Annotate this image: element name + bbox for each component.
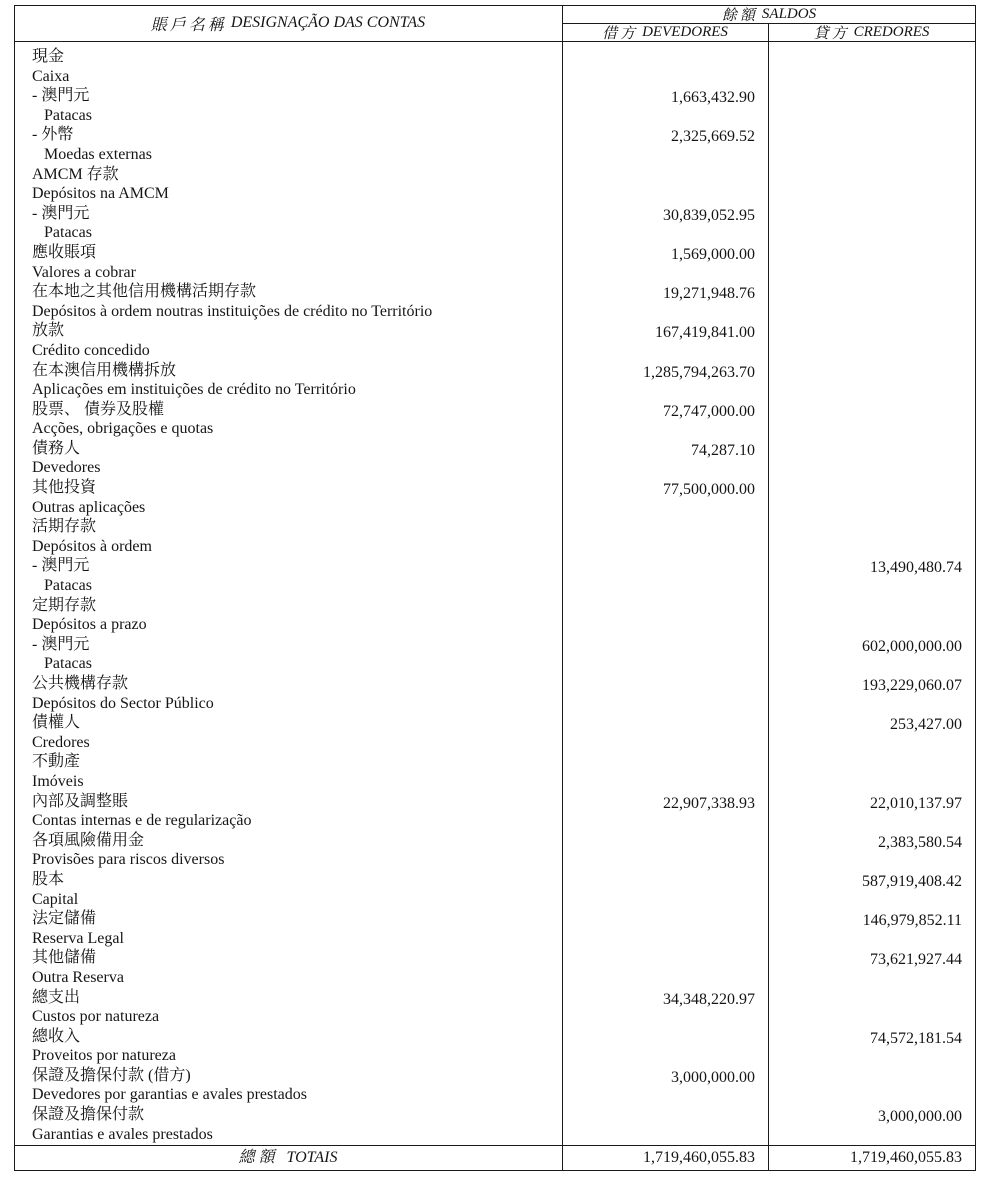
debit-value: [562, 1048, 768, 1068]
debit-value: [562, 500, 768, 520]
credit-value: [768, 735, 975, 755]
account-name-zh: 不動產: [32, 753, 81, 771]
totals-label-zh: 總額: [238, 1149, 279, 1166]
credit-value: 193,229,060.07: [862, 677, 962, 694]
credit-value: 73,621,927.44: [870, 951, 962, 969]
debit-value: [562, 892, 768, 912]
account-line: [14, 537, 976, 557]
debit-value: 3,000,000.00: [671, 1068, 755, 1086]
account-line: [14, 47, 976, 67]
credit-value: [768, 1009, 975, 1029]
account-name-zh: 其他投資: [32, 479, 97, 497]
account-line: [14, 341, 976, 361]
account-name-pt: Depósitos à ordem: [32, 537, 152, 555]
credit-value: [768, 598, 975, 618]
debit-value: [562, 69, 768, 89]
account-name-zh: 總支出: [32, 988, 81, 1006]
credit-value: [768, 813, 975, 833]
debit-value: [562, 715, 768, 735]
account-name-pt: Caixa: [32, 67, 70, 85]
credit-value: 22,010,137.97: [870, 794, 962, 812]
account-line: [14, 850, 976, 870]
debit-value: [562, 911, 768, 931]
credit-value: [768, 343, 975, 363]
account-line: [14, 67, 976, 87]
credit-value: [768, 578, 975, 598]
account-line: [14, 184, 976, 204]
header-accounts-pt: DESIGNAÇÃO DAS CONTAS: [230, 14, 426, 31]
subaccount-name-pt: Patacas: [44, 106, 92, 124]
header-debit: [562, 23, 768, 41]
debit-value: [562, 774, 768, 794]
credit-value: 146,979,852.11: [862, 912, 962, 930]
debit-value: [562, 265, 768, 285]
account-name-pt: Proveitos por natureza: [32, 1047, 176, 1065]
debit-value: [562, 617, 768, 637]
debit-value: [562, 421, 768, 441]
account-line: [14, 419, 976, 439]
account-line: [14, 831, 976, 851]
credit-value: [768, 186, 975, 206]
account-name-pt: Depósitos a prazo: [32, 616, 147, 634]
debit-value: [562, 735, 768, 755]
account-name-pt: Devedores: [32, 459, 101, 477]
account-line: [14, 752, 976, 772]
account-line: [14, 890, 976, 910]
subaccount-name-pt: Patacas: [44, 655, 92, 673]
debit-value: [562, 558, 768, 578]
header-accounts-zh: 賬戶名稱: [150, 16, 227, 34]
debit-value: 1,663,432.90: [671, 89, 755, 107]
account-line: [14, 321, 976, 341]
debit-value: [562, 637, 768, 657]
account-line: [14, 361, 976, 381]
totals-credit: 1,719,460,055.83: [850, 1149, 962, 1166]
account-name-pt: Devedores por garantias e avales prestados: [32, 1086, 307, 1104]
debit-value: [562, 225, 768, 245]
debit-value: 167,419,841.00: [655, 324, 755, 342]
header-debit-pt: DEVEDORES: [642, 23, 728, 40]
account-line: [14, 478, 976, 498]
account-name-zh: 各項風險備用金: [32, 831, 145, 849]
subaccount-line: [14, 635, 976, 655]
account-name-zh: 應收賬項: [32, 243, 97, 261]
account-line: [14, 870, 976, 890]
account-line: [14, 517, 976, 537]
account-name-pt: Credores: [32, 733, 90, 751]
account-line: [14, 713, 976, 733]
header-credit-zh: 貸方: [813, 25, 850, 42]
credit-value: [768, 206, 975, 226]
totals-row: [14, 1146, 976, 1170]
account-name-pt: Depósitos do Sector Público: [32, 694, 214, 712]
debit-value: 72,747,000.00: [663, 402, 755, 420]
account-line: [14, 282, 976, 302]
account-line: [14, 674, 976, 694]
account-name-pt: Provisões para riscos diversos: [32, 851, 225, 869]
debit-value: [562, 1029, 768, 1049]
credit-value: [768, 225, 975, 245]
credit-value: [768, 167, 975, 187]
debit-value: [562, 696, 768, 716]
account-name-pt: Contas internas e de regularização: [32, 812, 252, 830]
credit-value: 74,572,181.54: [870, 1029, 962, 1047]
debit-value: 19,271,948.76: [663, 285, 755, 303]
credit-value: [768, 460, 975, 480]
account-name-pt: Capital: [32, 890, 79, 908]
account-line: [14, 1007, 976, 1027]
account-name-zh: 法定儲備: [32, 910, 97, 928]
account-name-zh: 債權人: [32, 714, 81, 732]
credit-value: [768, 990, 975, 1010]
credit-value: [768, 696, 975, 716]
debit-value: [562, 1087, 768, 1107]
credit-value: [768, 656, 975, 676]
debit-value: [562, 1127, 768, 1147]
account-line: [14, 1046, 976, 1066]
account-line: [14, 458, 976, 478]
account-name-zh: AMCM 存款: [32, 165, 119, 183]
account-line: [14, 988, 976, 1008]
account-name-zh: 定期存款: [32, 596, 97, 614]
totals-debit: 1,719,460,055.83: [643, 1149, 755, 1166]
subaccount-name-pt: Moedas externas: [44, 145, 152, 163]
account-line: [14, 263, 976, 283]
debit-value: 2,325,669.52: [671, 128, 755, 146]
debit-value: [562, 460, 768, 480]
subaccount-line: [14, 223, 976, 243]
account-name-pt: Aplicações em instituições de crédito no Território: [32, 381, 356, 399]
account-line: [14, 615, 976, 635]
account-line: [14, 1066, 976, 1086]
credit-value: 2,383,580.54: [878, 833, 962, 851]
credit-value: [768, 1127, 975, 1147]
account-name-zh: 股本: [32, 870, 65, 888]
account-line: [14, 733, 976, 753]
credit-value: [768, 480, 975, 500]
credit-value: [768, 970, 975, 990]
account-name-zh: 現金: [32, 48, 65, 65]
debit-value: 77,500,000.00: [663, 481, 755, 499]
account-name-zh: 公共機構存款: [32, 675, 129, 692]
debit-value: [562, 578, 768, 598]
account-line: [14, 1125, 976, 1145]
debit-value: [562, 147, 768, 167]
subaccount-name-zh: - 澳門元: [32, 557, 90, 575]
credit-value: [768, 108, 975, 128]
debit-value: [562, 49, 768, 69]
subaccount-name-zh: - 澳門元: [32, 635, 90, 653]
account-line: [14, 772, 976, 792]
account-line: [14, 1085, 976, 1105]
subaccount-line: [14, 106, 976, 126]
credit-value: [768, 931, 975, 951]
account-name-zh: 在本地之其他信用機構活期存款: [32, 283, 257, 301]
account-name-pt: Acções, obrigações e quotas: [32, 420, 214, 438]
debit-value: [562, 852, 768, 872]
header-credit-pt: CREDORES: [853, 23, 930, 40]
debit-value: [562, 598, 768, 618]
credit-value: [768, 382, 975, 402]
account-name-zh: 債務人: [32, 439, 81, 457]
debit-value: [562, 1107, 768, 1127]
debit-value: [562, 833, 768, 853]
account-line: [14, 811, 976, 831]
account-line: [14, 948, 976, 968]
credit-value: [768, 500, 975, 520]
credit-value: [768, 519, 975, 539]
account-line: [14, 596, 976, 616]
account-name-pt: Garantias e avales prestados: [32, 1125, 213, 1143]
credit-value: [768, 402, 975, 422]
account-line: [14, 400, 976, 420]
credit-value: [768, 147, 975, 167]
credit-value: 3,000,000.00: [878, 1108, 962, 1126]
account-name-zh: 在本澳信用機構拆放: [32, 361, 177, 379]
debit-value: [562, 186, 768, 206]
account-line: [14, 694, 976, 714]
debit-value: [562, 872, 768, 892]
subaccount-line: [14, 654, 976, 674]
account-name-zh: 活期存款: [32, 518, 97, 536]
account-name-pt: Crédito concedido: [32, 341, 150, 359]
credit-value: [768, 265, 975, 285]
debit-value: [562, 970, 768, 990]
account-name-pt: Depósitos na AMCM: [32, 185, 169, 203]
debit-value: [562, 343, 768, 363]
header-accounts: [14, 5, 562, 41]
header-credit: [768, 23, 975, 41]
account-line: [14, 498, 976, 518]
credit-value: 602,000,000.00: [862, 637, 962, 655]
credit-value: [768, 1048, 975, 1068]
debit-value: [562, 382, 768, 402]
header-debit-zh: 借方: [602, 25, 639, 42]
debit-value: [562, 754, 768, 774]
account-name-zh: 其他儲備: [32, 949, 97, 967]
subaccount-name-zh: - 澳門元: [32, 87, 90, 105]
credit-value: [768, 852, 975, 872]
header-saldos-zh: 餘額: [721, 7, 758, 24]
credit-value: [768, 892, 975, 912]
credit-value: [768, 88, 975, 108]
debit-value: [562, 167, 768, 187]
ledger-body: [14, 47, 976, 1144]
account-line: [14, 165, 976, 185]
debit-value: [562, 108, 768, 128]
debit-value: 30,839,052.95: [663, 206, 755, 224]
debit-value: [562, 931, 768, 951]
debit-value: 74,287.10: [691, 441, 755, 459]
account-name-zh: 總收入: [32, 1027, 81, 1045]
credit-value: 587,919,408.42: [862, 872, 962, 890]
debit-value: 34,348,220.97: [663, 990, 755, 1008]
credit-value: [768, 245, 975, 265]
account-name-pt: Depósitos à ordem noutras instituições de crédito no Território: [32, 302, 433, 320]
account-line: [14, 792, 976, 812]
debit-value: [562, 539, 768, 559]
debit-value: 1,569,000.00: [671, 245, 755, 263]
header-saldos-pt: SALDOS: [761, 5, 817, 22]
subaccount-name-pt: Patacas: [44, 577, 92, 595]
subaccount-line: [14, 86, 976, 106]
credit-value: [768, 754, 975, 774]
debit-value: 22,907,338.93: [663, 794, 755, 812]
credit-value: [768, 539, 975, 559]
credit-value: [768, 304, 975, 324]
account-name-zh: 放款: [32, 322, 65, 340]
debit-value: [562, 304, 768, 324]
credit-value: 253,427.00: [890, 716, 962, 734]
credit-value: [768, 49, 975, 69]
account-name-pt: Outras aplicações: [32, 498, 146, 516]
debit-value: [562, 676, 768, 696]
account-line: [14, 243, 976, 263]
subaccount-name-zh: - 澳門元: [32, 204, 90, 222]
account-name-pt: Imóveis: [32, 772, 84, 790]
account-line: [14, 968, 976, 988]
account-line: [14, 1105, 976, 1125]
account-line: [14, 302, 976, 322]
account-name-zh: 保證及擔保付款 (借方): [32, 1066, 191, 1084]
totals-label-pt: TOTAIS: [286, 1149, 338, 1166]
subaccount-line: [14, 125, 976, 145]
account-line: [14, 380, 976, 400]
account-name-pt: Outra Reserva: [32, 968, 124, 986]
account-name-zh: 股票、 債券及股權: [32, 400, 165, 418]
credit-value: [768, 363, 975, 383]
subaccount-line: [14, 576, 976, 596]
credit-value: [768, 69, 975, 89]
debit-value: [562, 656, 768, 676]
credit-value: 13,490,480.74: [870, 559, 962, 577]
subaccount-name-pt: Patacas: [44, 224, 92, 242]
debit-value: [562, 950, 768, 970]
credit-value: [768, 323, 975, 343]
account-line: [14, 439, 976, 459]
subaccount-line: [14, 204, 976, 224]
account-line: [14, 1027, 976, 1047]
debit-value: [562, 813, 768, 833]
debit-value: [562, 1009, 768, 1029]
subaccount-line: [14, 556, 976, 576]
credit-value: [768, 284, 975, 304]
account-name-pt: Valores a cobrar: [32, 263, 136, 281]
debit-value: 1,285,794,263.70: [643, 363, 755, 381]
credit-value: [768, 421, 975, 441]
totals-label: [14, 1146, 562, 1170]
header-saldos: [562, 5, 976, 23]
credit-value: [768, 1068, 975, 1088]
credit-value: [768, 127, 975, 147]
account-line: [14, 929, 976, 949]
account-line: [14, 909, 976, 929]
subaccount-name-zh: - 外幣: [32, 126, 74, 144]
credit-value: [768, 1087, 975, 1107]
credit-value: [768, 617, 975, 637]
debit-value: [562, 519, 768, 539]
account-name-zh: 內部及調整賬: [32, 792, 129, 810]
account-name-zh: 保證及擔保付款: [32, 1106, 145, 1124]
credit-value: [768, 774, 975, 794]
subaccount-line: [14, 145, 976, 165]
credit-value: [768, 441, 975, 461]
account-name-pt: Custos por natureza: [32, 1008, 160, 1026]
account-name-pt: Reserva Legal: [32, 929, 124, 947]
